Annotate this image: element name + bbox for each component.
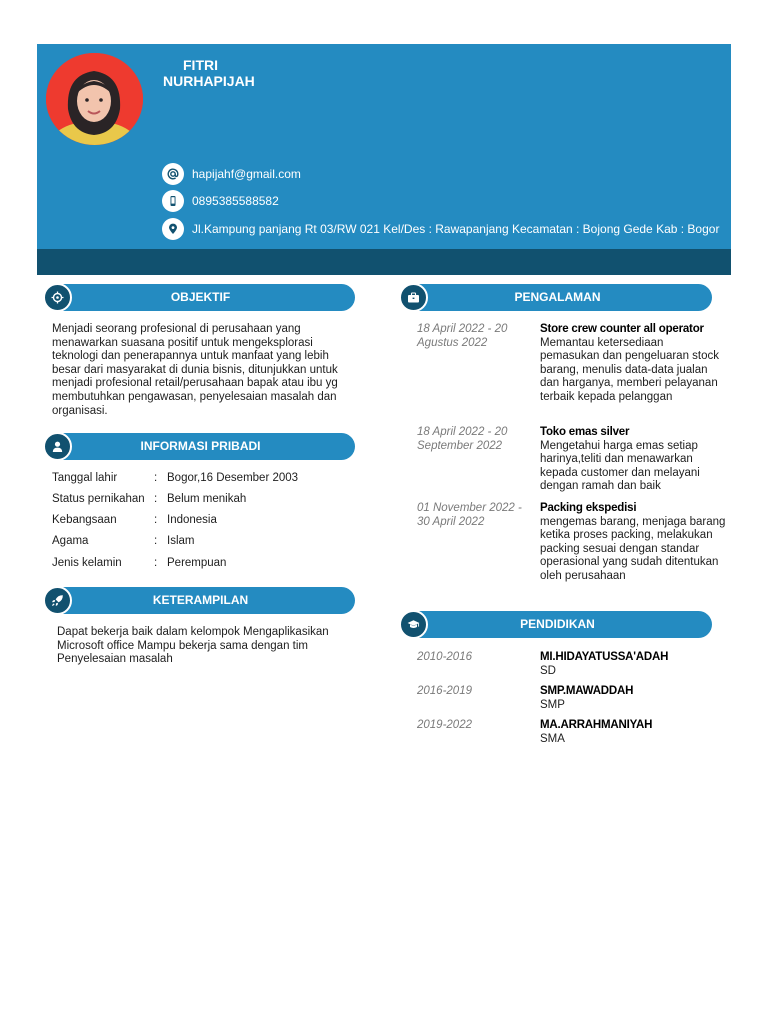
info-separator: : xyxy=(154,535,158,547)
education-item xyxy=(540,685,726,712)
target-icon xyxy=(43,283,72,312)
experience-item xyxy=(540,426,726,494)
experience-description: Mengetahui harga emas setiap harinya,teliti dan menawarkan kepada customer dan melayani dengan ramah dan baik xyxy=(540,439,700,493)
section-informasi-title: INFORMASI PRIBADI xyxy=(140,439,261,453)
profile-photo-illustration xyxy=(46,53,143,145)
section-objektif-title: OBJEKTIF xyxy=(170,290,231,304)
contact-email[interactable] xyxy=(162,163,301,185)
section-pendidikan-title: PENDIDIKAN xyxy=(520,617,595,631)
experience-item xyxy=(540,323,726,405)
education-item xyxy=(540,719,726,746)
info-label: Jenis kelamin xyxy=(52,557,122,569)
experience-date: 01 November 2022 - 30 April 2022 xyxy=(417,502,522,528)
keterampilan-text: Dapat bekerja baik dalam kelompok Mengaplikasikan Microsoft office Mampu bekerja sama dengan tim Penyelesaian masalah xyxy=(57,626,329,666)
at-icon xyxy=(162,163,184,185)
info-label: Kebangsaan xyxy=(52,514,117,526)
info-separator: : xyxy=(154,514,158,526)
info-value: Perempuan xyxy=(167,557,227,569)
contact-phone[interactable] xyxy=(162,190,279,212)
info-value: Islam xyxy=(167,535,195,547)
education-years: 2016-2019 xyxy=(417,685,472,697)
info-label: Tanggal lahir xyxy=(52,472,118,484)
info-separator: : xyxy=(154,493,158,505)
education-years: 2010-2016 xyxy=(417,651,472,663)
education-level: SD xyxy=(540,664,556,677)
section-informasi-header xyxy=(46,433,355,460)
address-text: Jl.Kampung panjang Rt 03/RW 021 Kel/Des : Rawapanjang Kecamatan : Bojong Gede Kab : Bogor xyxy=(192,222,720,236)
profile-name xyxy=(163,57,255,89)
phone-text: 0895385588582 xyxy=(192,194,279,208)
info-value: Belum menikah xyxy=(167,493,247,505)
education-level: SMP xyxy=(540,698,565,711)
experience-item xyxy=(540,502,726,584)
objektif-text: Menjadi seorang profesional di perusahaan yang menawarkan suasana positif untuk mengeksplorasi teknologi dan penerapannya untuk manfaat yang lebih besar dari masyarakat di dunia bisnis, ditunjukkan untuk menjadi profesional retail/perusahaan bapak atau ibu yg membutuhkan pengawasan, penyelesaian masalah dan organisasi. xyxy=(52,323,338,417)
experience-title: Toko emas silver xyxy=(540,426,630,438)
info-value: Bogor,16 Desember 2003 xyxy=(167,472,299,484)
location-pin-icon xyxy=(162,218,184,240)
phone-icon xyxy=(162,190,184,212)
education-level: SMA xyxy=(540,732,565,745)
education-school: MA.ARRAHMANIYAH xyxy=(540,719,653,731)
header-band xyxy=(37,249,731,275)
contact-address xyxy=(162,218,719,240)
education-years: 2019-2022 xyxy=(417,719,472,731)
section-pengalaman-header xyxy=(403,284,712,311)
education-school: SMP.MAWADDAH xyxy=(540,685,634,697)
education-item xyxy=(540,651,726,678)
first-name: FITRI xyxy=(183,57,218,73)
experience-description: Memantau ketersediaan pemasukan dan pengeluaran stock barang, menulis data-data jualan dan harganya, memberi pelayanan terbaik kepada pelanggan xyxy=(540,336,720,403)
info-label: Agama xyxy=(52,535,89,547)
experience-date: 18 April 2022 - 20 Agustus 2022 xyxy=(417,323,508,349)
graduation-cap-icon xyxy=(399,610,428,639)
info-separator: : xyxy=(154,472,158,484)
experience-title: Store crew counter all operator xyxy=(540,323,704,335)
experience-description: mengemas barang, menjaga barang ketika proses packing, melakukan packing sesuai dengan standar operasional yang sudah ditentukan oleh perusahaan xyxy=(540,515,726,582)
experience-date: 18 April 2022 - 20 September 2022 xyxy=(417,426,508,452)
section-pendidikan-header xyxy=(403,611,712,638)
info-label: Status pernikahan xyxy=(52,493,145,505)
info-separator: : xyxy=(154,557,158,569)
briefcase-icon xyxy=(399,283,428,312)
user-icon xyxy=(43,432,72,461)
section-keterampilan-title: KETERAMPILAN xyxy=(152,593,249,607)
section-pengalaman-title: PENGALAMAN xyxy=(514,290,601,304)
rocket-icon xyxy=(43,586,72,615)
info-value: Indonesia xyxy=(167,514,217,526)
profile-photo xyxy=(46,53,143,145)
education-school: MI.HIDAYATUSSA'ADAH xyxy=(540,651,669,663)
experience-title: Packing ekspedisi xyxy=(540,502,637,514)
email-text: hapijahf@gmail.com xyxy=(192,167,301,181)
section-objektif-header xyxy=(46,284,355,311)
last-name: NURHAPIJAH xyxy=(163,73,255,89)
section-keterampilan-header xyxy=(46,587,355,614)
